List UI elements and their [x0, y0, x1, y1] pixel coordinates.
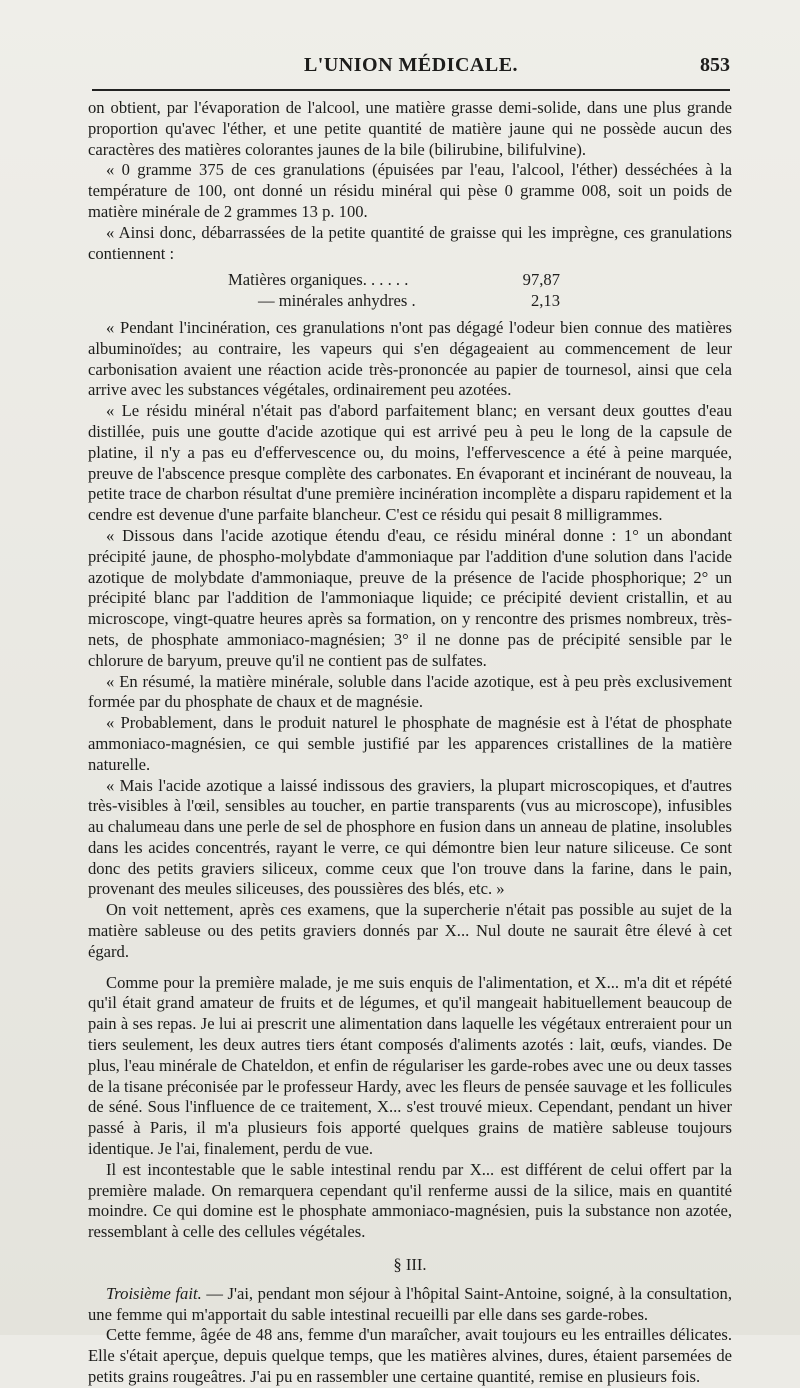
paragraph-7: « En résumé, la matière minérale, soluble dans l'acide azotique, est à peu près exclusivement formée par du phosphate de chaux et de magnésie. — [88, 671, 732, 712]
header-rule — [92, 89, 730, 91]
paragraph-5: « Le résidu minéral n'était pas d'abord parfaitement blanc; en versant deux gouttes d'eau distillée, puis une goutte d'acide azotique qui est arrivé peu à peu le long de la capsule de platine, il n'y a pas eu d'effervescence ou, du moins, l'effervescence a été à peine marquée, preuve de l'abscence presque complète des carbonates. En évaporant et incinérant de nouveau, la petite trace de charbon résultat d'une première incinération incomplète a disparu rapidement et la cendre est devenue d'une parfaite blancheur. C'est ce résidu qui pesait 8 milligrammes. — [88, 401, 732, 525]
paragraph-9: « Mais l'acide azotique a laissé indissous des graviers, la plupart microscopiques, et d'autres très-visibles à l'œil, sensibles au toucher, en partie transparents (vus au microscope), infusibles au chalumeau dans une perle de sel de phosphore en fusion dans un anneau de platine, insolubles dans les acides concentrés, rayant le verre, ce qui démontre bien leur nature siliceuse. Ce sont donc des petits graviers siliceux, comme ceux que l'on trouve dans la farine, dans le pain, provenant des meules siliceuses, des poussières des blés, etc. » — [88, 775, 732, 899]
paragraph-8: « Probablement, dans le produit naturel le phosphate de magnésie est à l'état de phosphate ammoniaco-magnésien, ce qui semble justifié par les apparences cristallines de la matière naturelle. — [88, 713, 732, 774]
paragraph-13 — [88, 1284, 732, 1326]
composition-label: — minérales anhydres . — [258, 291, 416, 311]
section-heading: § III. — [393, 1255, 427, 1275]
composition-table — [88, 270, 732, 312]
case-lead: Troisième fait. — [106, 1283, 202, 1303]
paragraph-10: On voit nettement, après ces examens, que la supercherie n'était pas possible au sujet de la matière sableuse ou des petits graviers donnés par X... Nul doute ne saurait être élevé à cet égard. — [88, 900, 732, 961]
paragraph-6: « Dissous dans l'acide azotique étendu d'eau, ce résidu minéral donne : 1° un abondant précipité jaune, de phospho-molybdate d'ammoniaque par l'addition d'une solution dans l'acide azotique de molybdate d'ammoniaque, preuve de la présence de l'acide phosphorique; 2° un précipité blanc par l'addition de l'ammoniaque liquide; ce précipité devient cristallin, et au microscope, vingt-quatre heures après sa formation, on y rencontre des prismes nombreux, très-nets, de phosphate ammoniaco-magnésien; 3° il ne donne pas de précipité sensible par le chlorure de baryum, preuve qu'il ne contient pas de sulfates. — [88, 525, 732, 670]
composition-value: 97,87 — [522, 270, 560, 290]
paragraph-12: Il est incontestable que le sable intestinal rendu par X... est différent de celui offert par la première malade. On remarquera cependant qu'il renferme aussi de la silice, mais en quantité moindre. Ce qui domine est le phosphate ammoniaco-magnésien, puis la substance non azotée, ressemblant à celle des cellules végétales. — [88, 1159, 732, 1242]
composition-row — [88, 291, 732, 312]
journal-title: L'UNION MÉDICALE. — [303, 54, 519, 76]
running-head — [92, 54, 730, 88]
paragraph-3: « Ainsi donc, débarrassées de la petite quantité de graisse qui les imprègne, ces granulations contiennent : — [88, 222, 732, 263]
composition-label: Matières organiques. . . . . . — [228, 270, 409, 290]
paragraph-13-text: — J'ai, pendant mon séjour à l'hôpital Saint-Antoine, soigné, à la consultation, une femme qui m'apportait du sable intestinal recueilli par elle dans ses garde-robes. — [88, 1283, 732, 1324]
paragraph-4: « Pendant l'incinération, ces granulations n'ont pas dégagé l'odeur bien connue des matières albuminoïdes; au contraire, les vapeurs qui s'en dégageaient au commencement de leur carbonisation avaient une réaction acide très-prononcée au papier de tournesol, ainsi que cela arrive avec les substances végétales, ordinairement peu azotées. — [88, 317, 732, 400]
paragraph-2: « 0 gramme 375 de ces granulations (épuisées par l'eau, l'alcool, l'éther) desséchées à la température de 100, ont donné un résidu minéral qui pèse 0 gramme 008, soit un poids de matière minérale de 2 grammes 13 p. 100. — [88, 160, 732, 221]
composition-value: 2,13 — [530, 291, 560, 311]
body-text — [88, 98, 732, 1388]
page-number: 853 — [700, 54, 730, 76]
composition-row — [88, 270, 732, 291]
paragraph-14: Cette femme, âgée de 48 ans, femme d'un maraîcher, avait toujours eu les entrailles délicates. Elle s'était aperçue, depuis quelque temps, que les matières alvines, dures, étaient parsemées de petits grains rougeâtres. J'ai pu en rassembler une certaine quantité, remise en plusieurs fois. — [88, 1325, 732, 1387]
paragraph-11: Comme pour la première malade, je me suis enquis de l'alimentation, et X... m'a dit et répété qu'il était grand amateur de fruits et de légumes, et qu'il mangeait habituellement beaucoup de pain à ses repas. Je lui ai prescrit une alimentation dans laquelle les végétaux entreraient pour un tiers seulement, les deux autres tiers étant composés d'aliments azotés : lait, œufs, viandes. De plus, l'eau minérale de Chateldon, et enfin de régulariser les garde-robes avec une ou deux tasses de la tisane préconisée par le professeur Hardy, avec les fleurs de pensée sauvage et les follicules de séné. Sous l'influence de ce traitement, X... s'est trouvé mieux. Cependant, pendant un hiver passé à Paris, il m'a plusieurs fois apporté quelques grains de matière sableuse toujours identique. Je l'ai, finalement, perdu de vue. — [88, 972, 732, 1159]
paragraph-1: on obtient, par l'évaporation de l'alcool, une matière grasse demi-solide, dans une plus grande proportion qu'avec l'éther, et une petite quantité de matière jaune qui ne possède aucun des caractères des matières colorantes jaunes de la bile (bilirubine, bilifulvine). — [88, 98, 732, 159]
